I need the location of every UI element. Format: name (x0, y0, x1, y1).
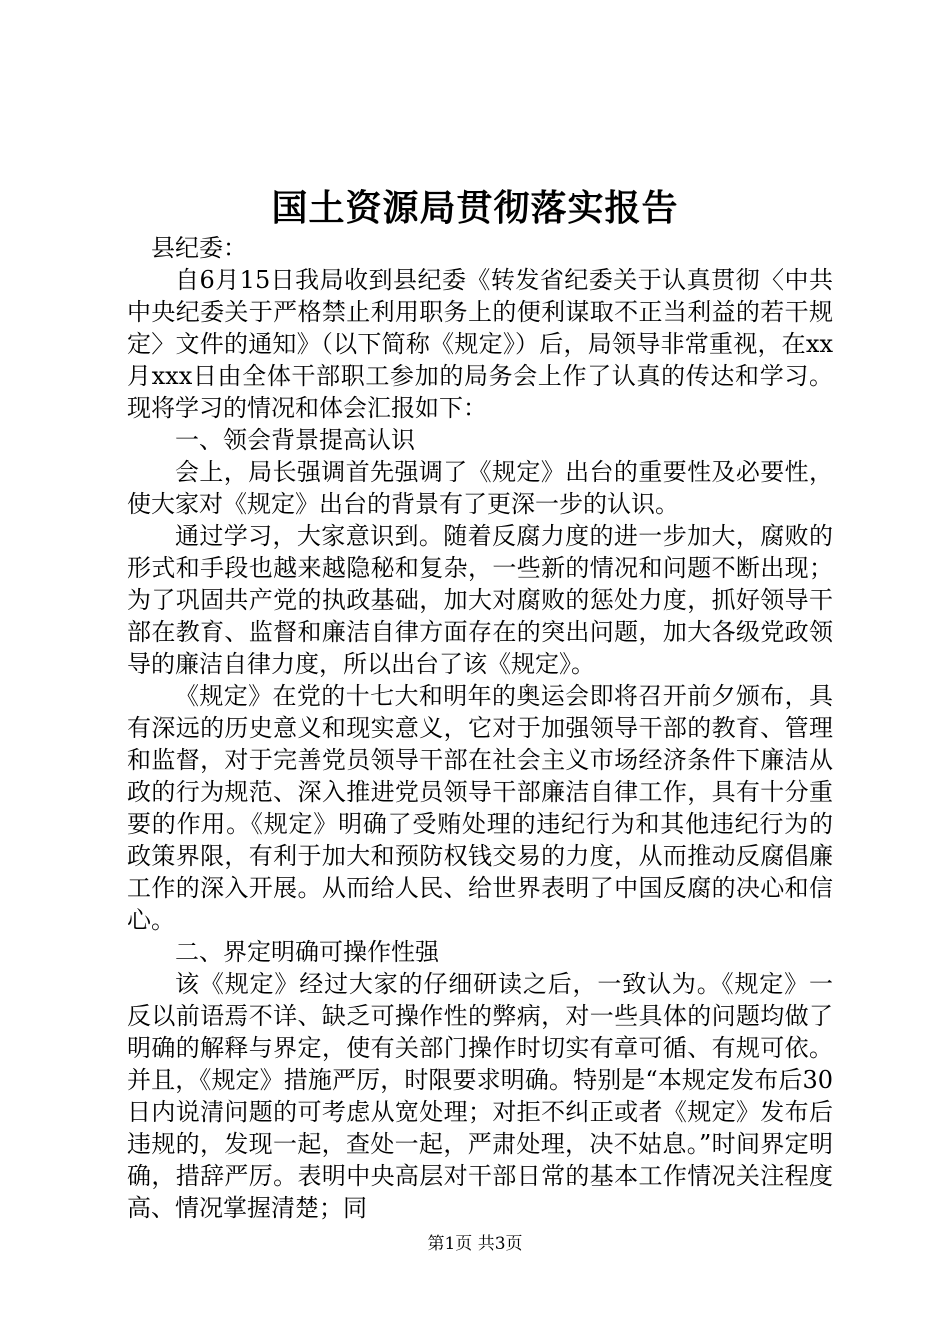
document-title: 国土资源局贯彻落实报告 (271, 187, 679, 229)
page-footer: 第1页 共3页 (427, 1234, 523, 1254)
salutation: 县纪委： (151, 234, 247, 262)
document-body (127, 232, 833, 1224)
section-heading-1: 一、领会背景提高认识 (175, 426, 415, 454)
paragraph-intro: 自6月15日我局收到县纪委《转发省纪委关于认真贯彻〈中共中央纪委关于严格禁止利用职务上的便利谋取不正当利益的若干规定〉文件的通知》（以下简称《规定》）后，局领导非常重视，在xx月xxx日由全体干部职工参加的局务会上作了认真的传达和学习。现将学习的情况和体会汇报如下： (127, 266, 833, 422)
section-heading-2: 二、界定明确可操作性强 (175, 938, 439, 966)
paragraph: 该《规定》经过大家的仔细研读之后，一致认为。《规定》一反以前语焉不详、缺乏可操作性的弊病，对一些具体的问题均做了明确的解释与界定，使有关部门操作时切实有章可循、有规可依。并且，《规定》措施严厉，时限要求明确。特别是“本规定发布后30日内说清问题的可考虑从宽处理；对拒不纠正或者《规定》发布后违规的，发现一起，查处一起，严肃处理，决不姑息。”时间界定明确，措辞严厉。表明中央高层对干部日常的基本工作情况关注程度高、情况掌握清楚；同 (127, 970, 833, 1222)
paragraph: 《规定》在党的十七大和明年的奥运会即将召开前夕颁布，具有深远的历史意义和现实意义，它对于加强领导干部的教育、管理和监督，对于完善党员领导干部在社会主义市场经济条件下廉洁从政的行为规范、深入推进党员领导干部廉洁自律工作，具有十分重要的作用。《规定》明确了受贿处理的违纪行为和其他违纪行为的政策界限，有利于加大和预防权钱交易的力度，从而推动反腐倡廉工作的深入开展。从而给人民、给世界表明了中国反腐的决心和信心。 (127, 682, 833, 934)
paragraph: 会上，局长强调首先强调了《规定》出台的重要性及必要性，使大家对《规定》出台的背景有了更深一步的认识。 (127, 458, 833, 518)
paragraph: 通过学习，大家意识到。随着反腐力度的进一步加大，腐败的形式和手段也越来越隐秘和复杂，一些新的情况和问题不断出现；为了巩固共产党的执政基础，加大对腐败的惩处力度，抓好领导干部在教育、监督和廉洁自律方面存在的突出问题，加大各级党政领导的廉洁自律力度，所以出台了该《规定》。 (127, 522, 833, 678)
